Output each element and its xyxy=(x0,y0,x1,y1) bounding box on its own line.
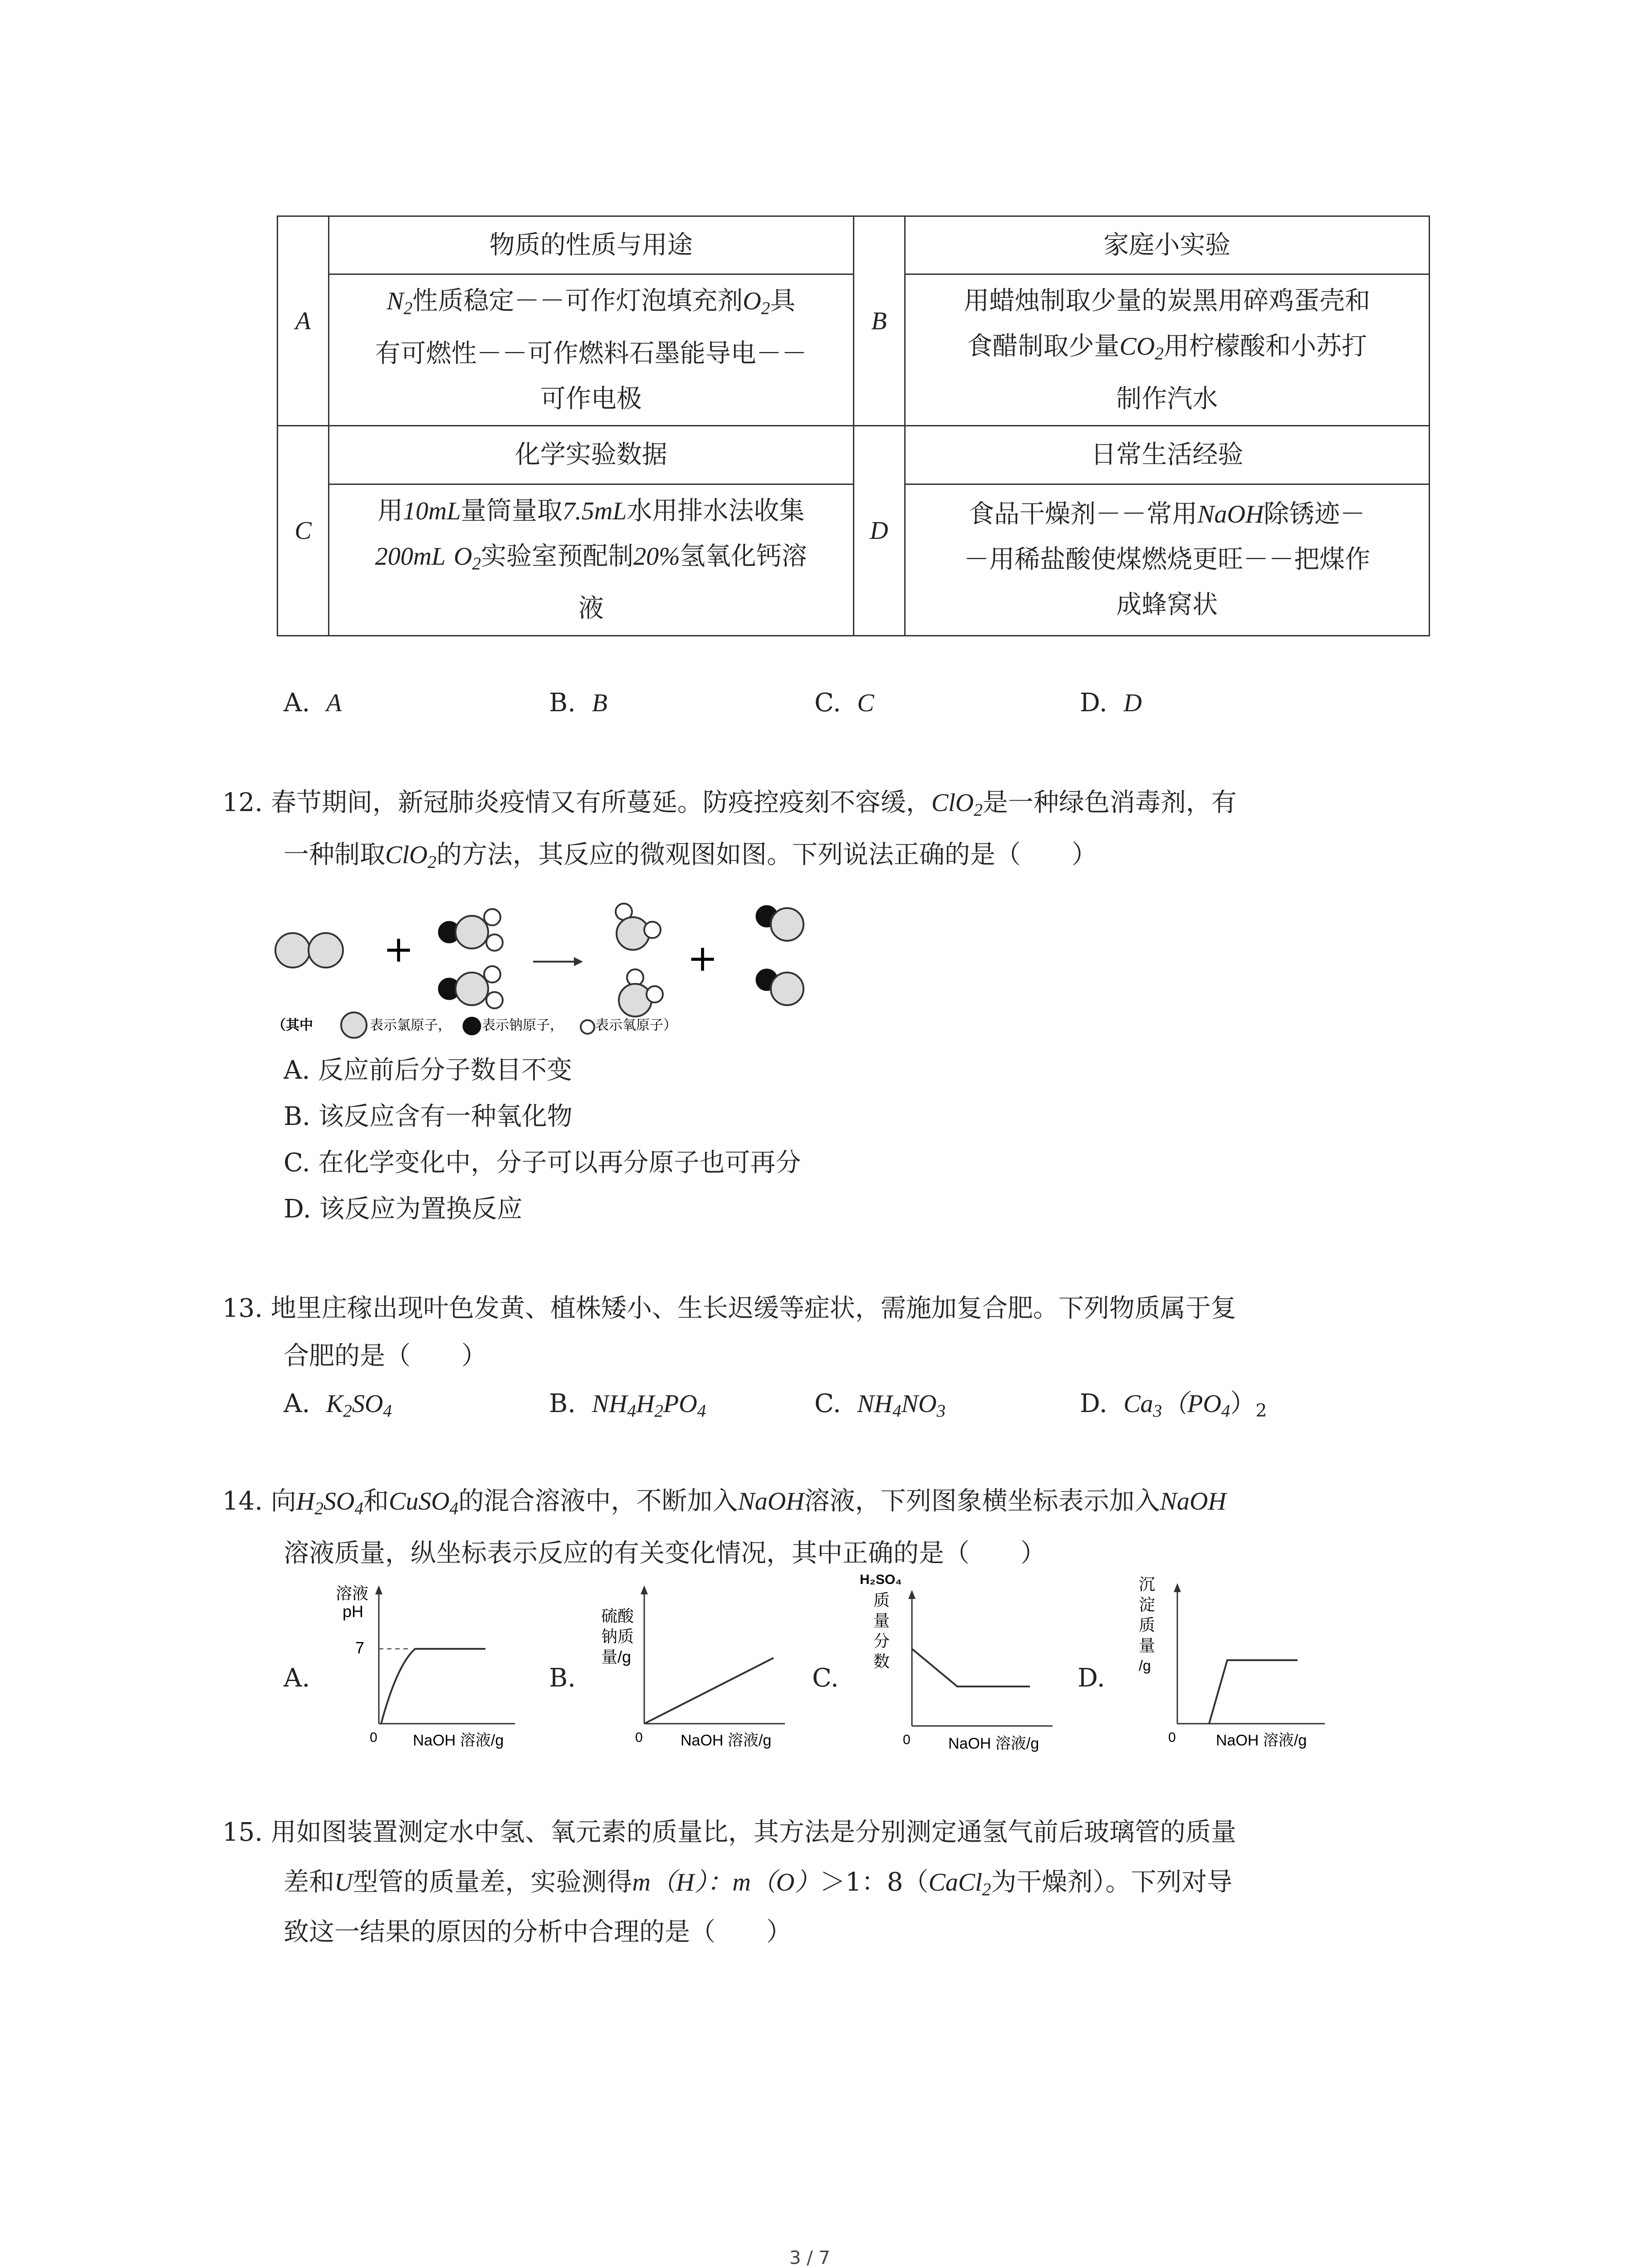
svg-text:pH: pH xyxy=(343,1602,364,1621)
svg-text:硫酸: 硫酸 xyxy=(601,1607,634,1625)
svg-text:H₂SO₄: H₂SO₄ xyxy=(860,1572,902,1587)
svg-text:沉: 沉 xyxy=(1139,1575,1156,1593)
clo2-molecule xyxy=(616,904,661,950)
cell-a-body: $N_2$性质稳定－－可作灯泡填充剂$O_2$具 有可燃性－－可作燃料石墨能导电－－ 可作电极 xyxy=(329,274,854,426)
chart-na2so4 xyxy=(590,1579,817,1751)
cell-b-header: 家庭小实验 xyxy=(905,216,1430,274)
q14-option-b-key: B. xyxy=(549,1663,576,1693)
svg-text:0: 0 xyxy=(1168,1730,1176,1745)
svg-text:量: 量 xyxy=(1139,1636,1156,1655)
row-label-d: D xyxy=(853,426,905,636)
nacl-molecule xyxy=(756,905,803,941)
q14-option-c-key: C. xyxy=(812,1663,839,1693)
q11-choice-c[interactable]: C. C xyxy=(814,688,874,718)
q12-stem-line1: 12. 春节期间，新冠肺炎疫情又有所蔓延。防疫控疫刻不容缓，ClO$_2$是一种绿色消毒剂，有 xyxy=(222,788,1237,820)
svg-text:分: 分 xyxy=(873,1632,890,1650)
q15-stem-line1: 15. 用如图装置测定水中氢、氧元素的质量比，其方法是分别测定通氢气前后玻璃管的质量 xyxy=(222,1818,1236,1847)
q13-stem-line2: 合肥的是（ ） xyxy=(284,1341,487,1371)
clo2-molecule xyxy=(619,969,663,1017)
q12-choice-b[interactable]: B. 该反应含有一种氧化物 xyxy=(284,1102,573,1131)
svg-text:钠质: 钠质 xyxy=(601,1627,634,1646)
svg-text:NaOH 溶液/g: NaOH 溶液/g xyxy=(681,1732,772,1749)
svg-text:7: 7 xyxy=(355,1638,365,1657)
q12-choice-c[interactable]: C. 在化学变化中，分子可以再分原子也可再分 xyxy=(284,1148,801,1178)
q14-option-a-key: A. xyxy=(284,1663,310,1693)
svg-text:溶液: 溶液 xyxy=(336,1584,369,1603)
cell-a-header: 物质的性质与用途 xyxy=(329,216,854,274)
row-label-b: B xyxy=(853,216,905,426)
svg-text:0: 0 xyxy=(903,1732,911,1747)
q11-choice-a[interactable]: A. A xyxy=(284,688,342,718)
legend-prefix: （其中 xyxy=(272,1017,313,1033)
reaction-diagram xyxy=(272,894,862,1043)
svg-text:量/g: 量/g xyxy=(601,1647,632,1666)
legend-o: 表示氧原子） xyxy=(595,1017,677,1033)
naclo2-molecule xyxy=(438,966,503,1008)
svg-text:/g: /g xyxy=(1139,1657,1151,1674)
svg-text:数: 数 xyxy=(873,1652,890,1671)
nacl-molecule xyxy=(756,969,803,1005)
q15-stem-line2: 差和U型管的质量差，实验测得m（H）：m（O）＞1：8（CaCl$_2$为干燥剂）。下列对导 xyxy=(284,1867,1233,1899)
svg-text:质: 质 xyxy=(1139,1616,1156,1634)
q11-choice-b[interactable]: B. B xyxy=(549,688,607,718)
svg-text:NaOH 溶液/g: NaOH 溶液/g xyxy=(413,1732,504,1749)
svg-text:质: 质 xyxy=(873,1591,890,1609)
q13-choice-a[interactable]: A. $K_2SO_4$ xyxy=(284,1389,392,1421)
legend-na: 表示钠原子， xyxy=(482,1017,563,1033)
svg-text:0: 0 xyxy=(370,1730,377,1745)
q15-stem-line3: 致这一结果的原因的分析中合理的是（ ） xyxy=(284,1917,792,1947)
svg-text:NaOH 溶液/g: NaOH 溶液/g xyxy=(948,1735,1039,1752)
q13-stem-line1: 13. 地里庄稼出现叶色发黄、植株矮小、生长迟缓等症状，需施加复合肥。下列物质属于复 xyxy=(222,1294,1236,1323)
q14-stem-line2: 溶液质量，纵坐标表示反应的有关变化情况，其中正确的是（ ） xyxy=(284,1539,1046,1568)
row-label-a: A xyxy=(278,216,329,426)
cell-c-body: 用10mL量筒量取7.5mL水用排水法收集 200mL $O_2$实验室预配制20%氢氧化钙溶 液 xyxy=(329,484,854,635)
svg-text:淀: 淀 xyxy=(1139,1595,1156,1614)
q12-stem-line2: 一种制取ClO$_2$的方法，其反应的微观图如图。下列说法正确的是（ ） xyxy=(284,840,1097,872)
legend-cl: 表示氯原子， xyxy=(370,1017,451,1033)
q13-choice-b[interactable]: B. $NH_4H_2PO_4$ xyxy=(549,1389,706,1421)
q12-choice-d[interactable]: D. 该反应为置换反应 xyxy=(284,1194,523,1224)
page-number: 3 / 7 xyxy=(789,2248,830,2268)
q13-choice-c[interactable]: C. $NH_4NO_3$ xyxy=(814,1389,946,1421)
chart-precipitate xyxy=(1118,1572,1354,1753)
q14-stem-line1: 14. 向$H_2SO_4$和CuSO$_4$的混合溶液中，不断加入NaOH溶液，下列图象横坐标表示加入NaOH xyxy=(222,1486,1226,1518)
cell-c-header: 化学实验数据 xyxy=(329,426,854,484)
options-table xyxy=(277,215,1430,636)
cell-d-header: 日常生活经验 xyxy=(905,426,1430,484)
svg-text:NaOH 溶液/g: NaOH 溶液/g xyxy=(1216,1732,1307,1749)
chart-h2so4 xyxy=(853,1569,1080,1755)
cell-d-body: 食品干燥剂－－常用NaOH除锈迹－ －用稀盐酸使煤燃烧更旺－－把煤作 成蜂窝状 xyxy=(905,484,1430,635)
q13-choice-d[interactable]: D. $Ca_3(PO_4)_2$ xyxy=(1080,1389,1267,1421)
chart-ph xyxy=(324,1579,551,1751)
row-label-c: C xyxy=(278,426,329,636)
svg-text:0: 0 xyxy=(635,1730,643,1745)
q11-choice-d[interactable]: D. D xyxy=(1080,688,1142,718)
plus-sign: + xyxy=(383,928,414,970)
q14-option-d-key: D. xyxy=(1078,1663,1105,1693)
svg-text:量: 量 xyxy=(873,1611,890,1630)
q12-choice-a[interactable]: A. 反应前后分子数目不变 xyxy=(284,1056,573,1085)
cell-b-body: 用蜡烛制取少量的炭黑用碎鸡蛋壳和 食醋制取少量$CO_2$用柠檬酸和小苏打 制作汽水 xyxy=(905,274,1430,426)
plus-sign: + xyxy=(687,937,718,979)
naclo2-molecule xyxy=(438,909,503,951)
